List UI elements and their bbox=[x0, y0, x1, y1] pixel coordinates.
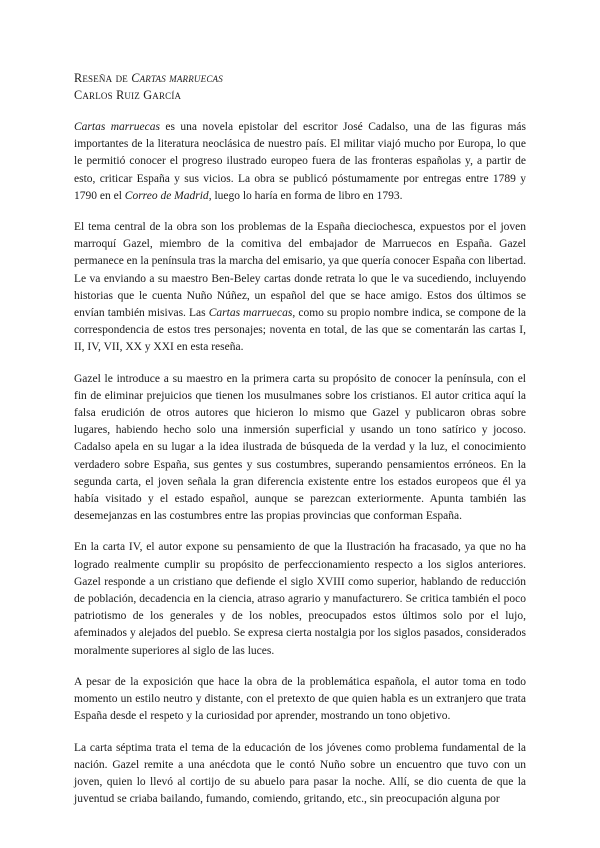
italic-title: Cartas marruecas bbox=[208, 307, 293, 320]
review-prefix: Reseña de bbox=[74, 71, 128, 85]
paragraph-5: A pesar de la exposición que hace la obra de la problemática española, el autor toma en todo momento un estilo neutro y distante, con el pretexto de que quien habla es un extranjero que trata España desde el respeto y la curiosidad por aprender, mostrando un tono objetivo. bbox=[74, 675, 526, 723]
italic-title: Cartas marruecas bbox=[74, 121, 160, 133]
document-page bbox=[74, 70, 526, 822]
paragraph-text: , como su propio nombre indica, se compone de la correspondencia de estos tres personajes; noventa en total, de las que se comentarán las cartas I, II, IV, VII, XX y XXI en esta reseña. bbox=[74, 307, 526, 354]
review-header bbox=[74, 70, 526, 104]
paragraph-1 bbox=[74, 119, 526, 205]
author-name: Carlos Ruiz García bbox=[74, 88, 182, 102]
italic-periodical: Correo de Madrid bbox=[124, 189, 209, 202]
review-title bbox=[74, 70, 526, 87]
review-body bbox=[74, 119, 526, 808]
paragraph-text: , luego lo haría en forma de libro en 1793. bbox=[208, 189, 403, 202]
paragraph-text: El tema central de la obra son los problemas de la España dieciochesca, expuestos por el joven marroquí Gazel, miembro de la comitiva del embajador de Marruecos en España. Gazel permanece en la península tras la marcha del emisario, ya que quería conocer España con libertad. Le va enviando a su maestro Ben-Beley cartas donde retrata lo que le va sucediendo, incluyendo historias que le cuenta Nuño Núñez, un español del que se hace amigo. Estos dos últimos se envían también misivas. Las bbox=[74, 221, 526, 320]
paragraph-6: La carta séptima trata el tema de la educación de los jóvenes como problema fundamental de la nación. Gazel remite a una anécdota que le contó Nuño sobre un encuentro que tuvo con un joven, quien lo llevó al cortijo de su abuelo para pasar la noche. Allí, se dio cuenta de que la juventud se criaba bailando, fumando, comiendo, gritando, etc., sin preocupación alguna por bbox=[74, 741, 526, 806]
work-title: Cartas marruecas bbox=[131, 71, 223, 85]
paragraph-4: En la carta IV, el autor expone su pensamiento de que la Ilustración ha fracasado, ya que no ha logrado realmente cumplir su propósito de perfeccionamiento respecto a los siglos anteriores. Gazel responde a un cristiano que defiende el siglo XVIII como superior, hablando de reducción de población, decadencia en la ciencia, atraso agrario y manufacturero. Se critica también el poco patriotismo de los generales y de los nobles, preocupados estos últimos solo por el lujo, afeminados y alejados del pueblo. Se expresa cierta nostalgia por los siglos pasados, considerados moralmente superiores al siglo de las luces. bbox=[74, 541, 526, 657]
paragraph-2 bbox=[74, 219, 526, 357]
paragraph-3: Gazel le introduce a su maestro en la primera carta su propósito de conocer la península, con el fin de eliminar prejuicios que tienen los musulmanes sobre los cristianos. El autor critica aquí la falsa erudición de otros autores que hicieron lo mismo que Gazel y publicaron obras sobre lugares, habiendo hecho solo una inmersión superficial y usando un tono satírico y jocoso. Cadalso apela en su lugar a la idea ilustrada de búsqueda de la verdad y la luz, el conocimiento verdadero sobre España, sus gentes y sus costumbres, superando pensamientos erróneos. En la segunda carta, el joven señala la gran diferencia existente entre los estados europeos que él ya había visitado y el estado español, aunque se parezcan exteriormente. Apunta también las desemejanzas en las costumbres entre las propias provincias que conforman España. bbox=[74, 372, 526, 523]
paragraph-text: es una novela epistolar del escritor José Cadalso, una de las figuras más importantes de la literatura neoclásica de nuestro país. El militar viajó mucho por Europa, lo que le permitió conocer el progreso ilustrado europeo fuera de las fronteras españolas y, a partir de esto, criticar España y sus vicios. La obra se publicó póstumamente por entregas entre 1789 y 1790 en el bbox=[74, 121, 527, 202]
